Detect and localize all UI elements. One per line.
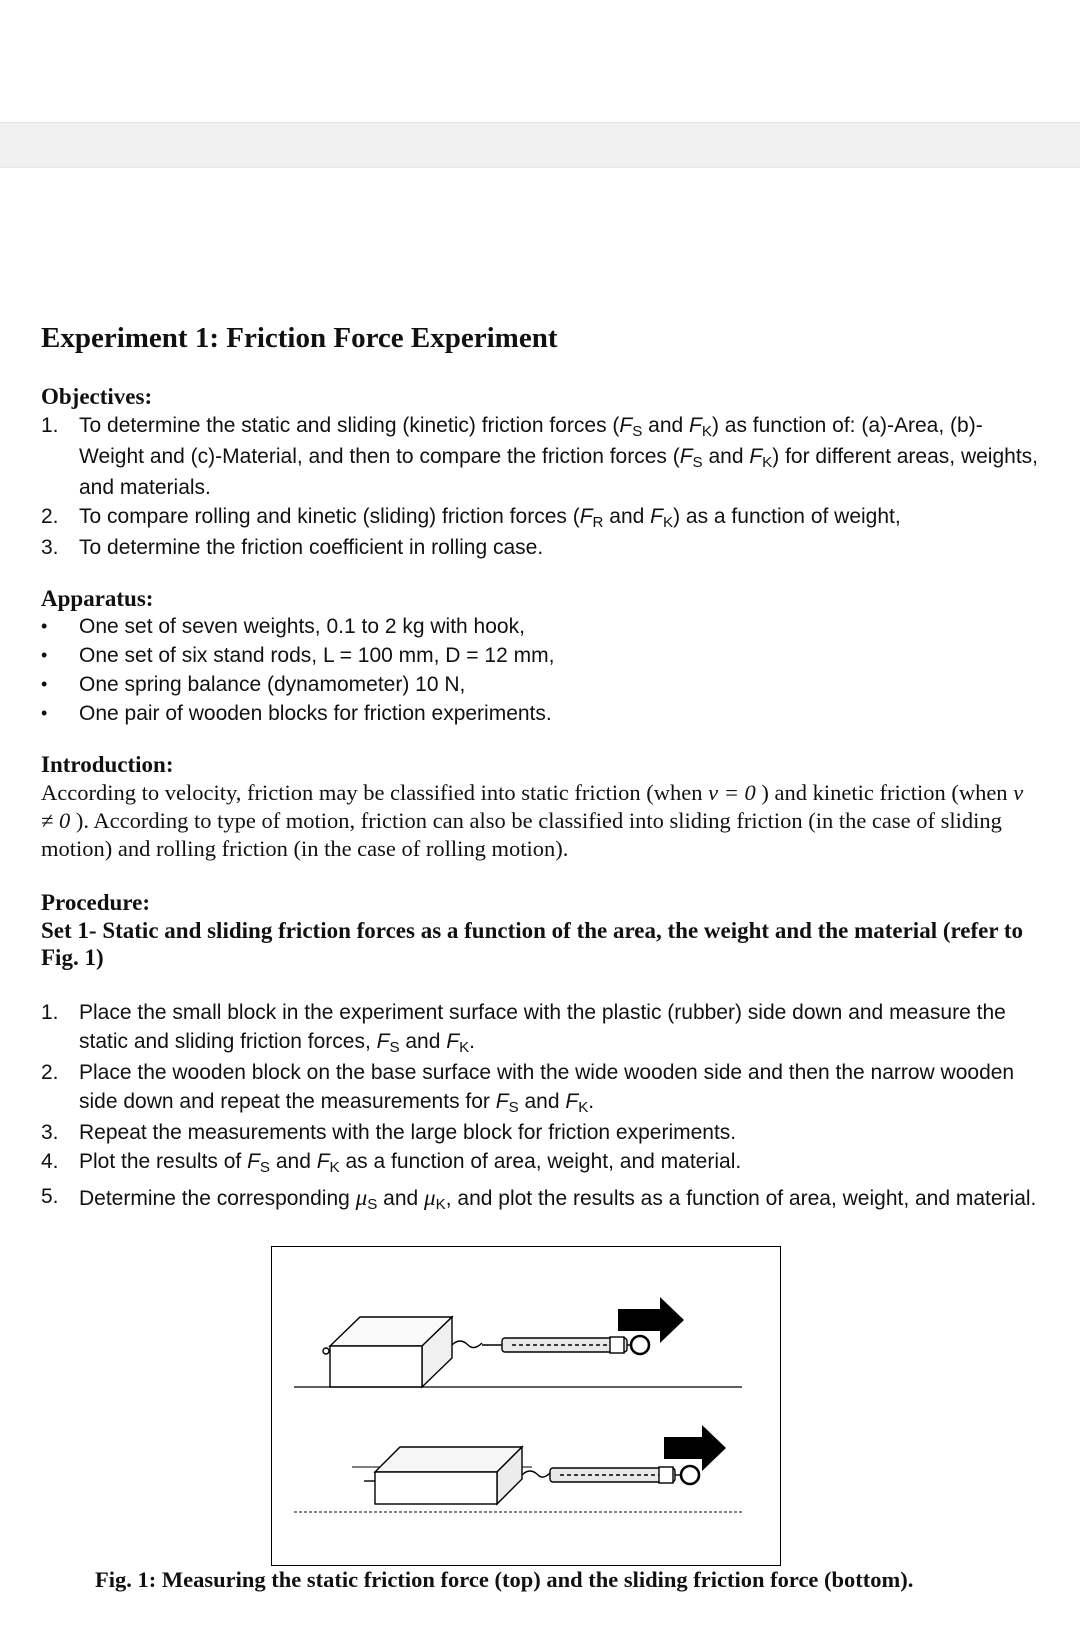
objectives-heading: Objectives: xyxy=(41,384,153,409)
item-number: 4. xyxy=(41,1150,59,1173)
figure-caption: Fig. 1: Measuring the static friction force (top) and the sliding friction force (bottom). xyxy=(95,1567,914,1592)
bullet: • xyxy=(41,674,48,694)
arrow-right-icon xyxy=(664,1425,726,1471)
list-item xyxy=(41,998,1041,1058)
item-text: To compare rolling and kinetic (sliding) friction forces (FR and FK) as a function of weight, xyxy=(79,505,901,531)
apparatus-list xyxy=(41,612,1041,728)
equation-v-zero: v = 0 xyxy=(708,780,756,805)
item-text: To determine the friction coefficient in rolling case. xyxy=(79,536,544,559)
hook-left xyxy=(323,1348,329,1354)
apparatus-heading: Apparatus: xyxy=(41,586,154,611)
bullet: • xyxy=(41,645,48,665)
introduction-heading: Introduction: xyxy=(41,752,174,777)
bullet: • xyxy=(41,616,48,636)
figure-friction-setup xyxy=(271,1246,781,1566)
list-item xyxy=(41,641,1041,670)
item-number: 2. xyxy=(41,1061,59,1084)
list-item xyxy=(41,533,1041,562)
list-item xyxy=(41,1118,1041,1147)
item-text: To determine the static and sliding (kinetic) friction forces (FS and FK) as function of: (a)-Area, (b)-Weight and (c)-Material, and then to compare the friction forces (FS and FK) for different areas, weights, and materials. xyxy=(79,414,1038,499)
equation-v-nonzero: v ≠ 0 xyxy=(41,780,1024,833)
list-item xyxy=(41,1178,1041,1220)
hook-cord xyxy=(452,1341,482,1348)
objectives-list xyxy=(41,411,1041,562)
friction-diagram xyxy=(272,1247,780,1565)
item-text: Place the wooden block on the base surface with the wide wooden side and then the narrow wooden side down and repeat the measurements for FS and FK. xyxy=(79,1061,1015,1116)
item-text: One pair of wooden blocks for friction experiments. xyxy=(79,702,552,725)
introduction-paragraph: According to velocity, friction may be classified into static friction (when v = 0 ) and kinetic friction (when v ≠ 0 ). According to type of motion, friction can also be classified into sliding friction (in the case of sliding motion) and rolling friction (in the case of rolling motion). xyxy=(41,780,1024,861)
hook-cord xyxy=(522,1471,550,1477)
procedure-subheading: Set 1- Static and sliding friction forces as a function of the area, the weight and the material (refer to Fig. 1) xyxy=(41,918,1024,970)
item-number: 1. xyxy=(41,1001,59,1024)
page-title: Experiment 1: Friction Force Experiment xyxy=(41,322,558,354)
block-front-face xyxy=(330,1346,422,1387)
item-text: Repeat the measurements with the large block for friction experiments. xyxy=(79,1121,737,1144)
item-number: 3. xyxy=(41,536,59,559)
list-item xyxy=(41,1147,1041,1178)
spring-ring xyxy=(681,1466,699,1484)
item-text: Plot the results of FS and FK as a function of area, weight, and material. xyxy=(79,1150,742,1176)
bullet: • xyxy=(41,703,48,723)
item-text: Place the small block in the experiment surface with the plastic (rubber) side down and measure the static and sliding friction forces, FS and FK. xyxy=(79,1001,1006,1056)
top-band xyxy=(0,122,1080,168)
item-number: 5. xyxy=(41,1185,59,1208)
procedure-list xyxy=(41,998,1041,1220)
list-item xyxy=(41,612,1041,641)
list-item xyxy=(41,670,1041,699)
item-text: One spring balance (dynamometer) 10 N, xyxy=(79,673,466,696)
item-text: Determine the corresponding μS and μK, and plot the results as a function of area, weight, and material. xyxy=(79,1184,1037,1213)
item-text: One set of six stand rods, L = 100 mm, D = 12 mm, xyxy=(79,644,555,667)
list-item xyxy=(41,1058,1041,1118)
procedure-heading: Procedure: xyxy=(41,890,151,915)
item-number: 2. xyxy=(41,505,59,528)
item-text: One set of seven weights, 0.1 to 2 kg with hook, xyxy=(79,615,525,638)
item-number: 3. xyxy=(41,1121,59,1144)
arrow-right-icon xyxy=(618,1297,684,1343)
list-item xyxy=(41,699,1041,728)
list-item xyxy=(41,411,1041,502)
list-item xyxy=(41,502,1041,533)
block-front-face xyxy=(375,1472,497,1504)
item-number: 1. xyxy=(41,414,59,437)
spring-ring xyxy=(631,1336,649,1354)
